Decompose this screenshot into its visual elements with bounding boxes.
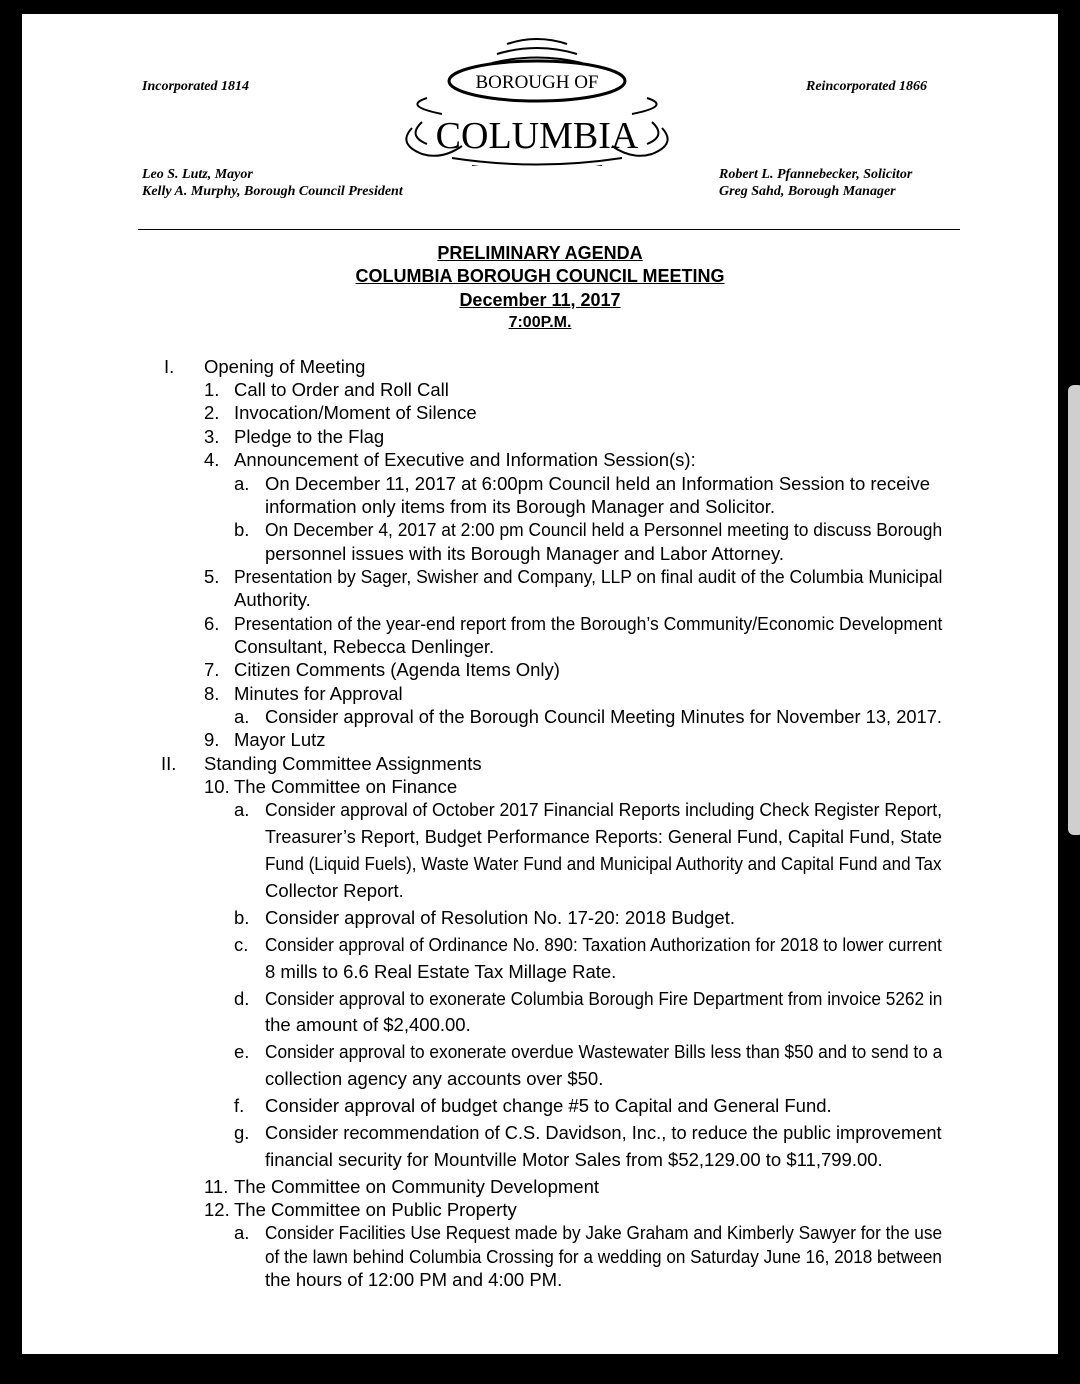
- item-number: 5.: [204, 566, 220, 587]
- item-number: 4.: [204, 449, 220, 470]
- mayor-text: Leo S. Lutz, Mayor: [142, 167, 253, 182]
- agenda-item: The Committee on Finance: [234, 776, 458, 797]
- subitem-text: Consider approval of October 2017 Financial Reports including Check Register Report,: [265, 799, 942, 820]
- subitem-letter: a.: [234, 706, 250, 727]
- scrollbar[interactable]: [1068, 385, 1080, 835]
- subitem-letter: f.: [234, 1095, 245, 1116]
- subitem-text: 8 mills to 6.6 Real Estate Tax Millage Rate.: [265, 961, 617, 982]
- meeting-title: COLUMBIA BOROUGH COUNCIL MEETING: [355, 266, 725, 286]
- agenda-item: Authority.: [234, 589, 311, 610]
- subitem-text: Consider approval to exonerate Columbia Borough Fire Department from invoice 5262 in: [265, 988, 943, 1009]
- subitem-letter: d.: [234, 988, 250, 1009]
- subitem-text: Consider approval of budget change #5 to Capital and General Fund.: [265, 1095, 832, 1116]
- agenda-item: Citizen Comments (Agenda Items Only): [234, 659, 560, 680]
- item-number: 10.: [204, 776, 230, 797]
- item-number: 11.: [204, 1176, 229, 1197]
- section-title: Opening of Meeting: [204, 356, 366, 377]
- section-numeral: II.: [161, 753, 177, 774]
- subitem-text: Consider approval of the Borough Council Meeting Minutes for November 13, 2017.: [265, 706, 943, 727]
- meeting-date: December 11, 2017: [459, 290, 621, 310]
- subitem-text: On December 11, 2017 at 6:00pm Council held an Information Session to receive: [265, 473, 931, 494]
- manager-text: Greg Sahd, Borough Manager: [719, 184, 896, 199]
- agenda-item: Mayor Lutz: [234, 729, 326, 750]
- subitem-letter: a.: [234, 1222, 250, 1243]
- subitem-letter: b.: [234, 907, 250, 928]
- subitem-text: the hours of 12:00 PM and 4:00 PM.: [265, 1269, 563, 1290]
- agenda-item: Minutes for Approval: [234, 683, 403, 704]
- subitem-text: Fund (Liquid Fuels), Waste Water Fund and Municipal Authority and Capital Fund and Tax: [265, 853, 942, 874]
- subitem-text: collection agency any accounts over $50.: [265, 1068, 604, 1089]
- council-president-text: Kelly A. Murphy, Borough Council President: [142, 184, 403, 199]
- section-title: Standing Committee Assignments: [204, 753, 482, 774]
- item-number: 7.: [204, 659, 220, 680]
- item-number: 8.: [204, 683, 220, 704]
- item-number: 12.: [204, 1199, 230, 1220]
- logo-columbia: COLUMBIA: [435, 115, 639, 157]
- document-page: [22, 14, 1058, 1354]
- subitem-text: Treasurer’s Report, Budget Performance Reports: General Fund, Capital Fund, State: [265, 826, 943, 847]
- subitem-letter: a.: [234, 473, 250, 494]
- agenda-item: Presentation of the year-end report from the Borough’s Community/Economic Development: [234, 613, 943, 634]
- subitem-text: information only items from its Borough Manager and Solicitor.: [265, 496, 776, 517]
- section-numeral: I.: [164, 356, 175, 377]
- header-divider: [138, 229, 960, 230]
- subitem-text: of the lawn behind Columbia Crossing for a wedding on Saturday June 16, 2018 between: [265, 1246, 942, 1267]
- agenda-item: Announcement of Executive and Information Session(s):: [234, 449, 696, 470]
- subitem-text: financial security for Mountville Motor Sales from $52,129.00 to $11,799.00.: [265, 1149, 883, 1170]
- agenda-item: The Committee on Public Property: [234, 1199, 517, 1220]
- subitem-letter: g.: [234, 1122, 250, 1143]
- subitem-letter: b.: [234, 519, 250, 540]
- item-number: 3.: [204, 426, 220, 447]
- solicitor-text: Robert L. Pfannebecker, Solicitor: [719, 167, 913, 182]
- subitem-text: On December 4, 2017 at 2:00 pm Council held a Personnel meeting to discuss Borough: [265, 519, 943, 540]
- borough-logo: [382, 26, 692, 166]
- agenda-item: Invocation/Moment of Silence: [234, 402, 477, 423]
- item-number: 2.: [204, 402, 220, 423]
- subitem-text: the amount of $2,400.00.: [265, 1014, 471, 1035]
- subitem-text: Consider approval of Ordinance No. 890: Taxation Authorization for 2018 to lower current: [265, 934, 942, 955]
- reincorporated-text: Reincorporated 1866: [806, 79, 927, 94]
- subitem-text: Consider approval to exonerate overdue Wastewater Bills less than $50 and to send to a: [265, 1041, 943, 1062]
- logo-borough-of: BOROUGH OF: [475, 72, 599, 93]
- agenda-item: Pledge to the Flag: [234, 426, 385, 447]
- subitem-text: Consider approval of Resolution No. 17-20: 2018 Budget.: [265, 907, 735, 928]
- item-number: 1.: [204, 379, 220, 400]
- incorporated-text: Incorporated 1814: [142, 79, 249, 94]
- subitem-text: Consider recommendation of C.S. Davidson, Inc., to reduce the public improvement: [265, 1122, 942, 1143]
- item-number: 6.: [204, 613, 220, 634]
- agenda-item: Consultant, Rebecca Denlinger.: [234, 636, 495, 657]
- item-number: 9.: [204, 729, 220, 750]
- agenda-item: The Committee on Community Development: [234, 1176, 600, 1197]
- subitem-text: Consider Facilities Use Request made by Jake Graham and Kimberly Sawyer for the use: [265, 1222, 943, 1243]
- subitem-text: personnel issues with its Borough Manager and Labor Attorney.: [265, 543, 784, 564]
- meeting-time: 7:00P.M.: [508, 314, 572, 331]
- agenda-item: Presentation by Sager, Swisher and Company, LLP on final audit of the Columbia Municipal: [234, 566, 943, 587]
- subitem-letter: a.: [234, 799, 250, 820]
- agenda-item: Call to Order and Roll Call: [234, 379, 449, 400]
- subitem-text: Collector Report.: [265, 880, 404, 901]
- subitem-letter: c.: [234, 934, 249, 955]
- subitem-letter: e.: [234, 1041, 250, 1062]
- agenda-title: PRELIMINARY AGENDA: [437, 243, 643, 263]
